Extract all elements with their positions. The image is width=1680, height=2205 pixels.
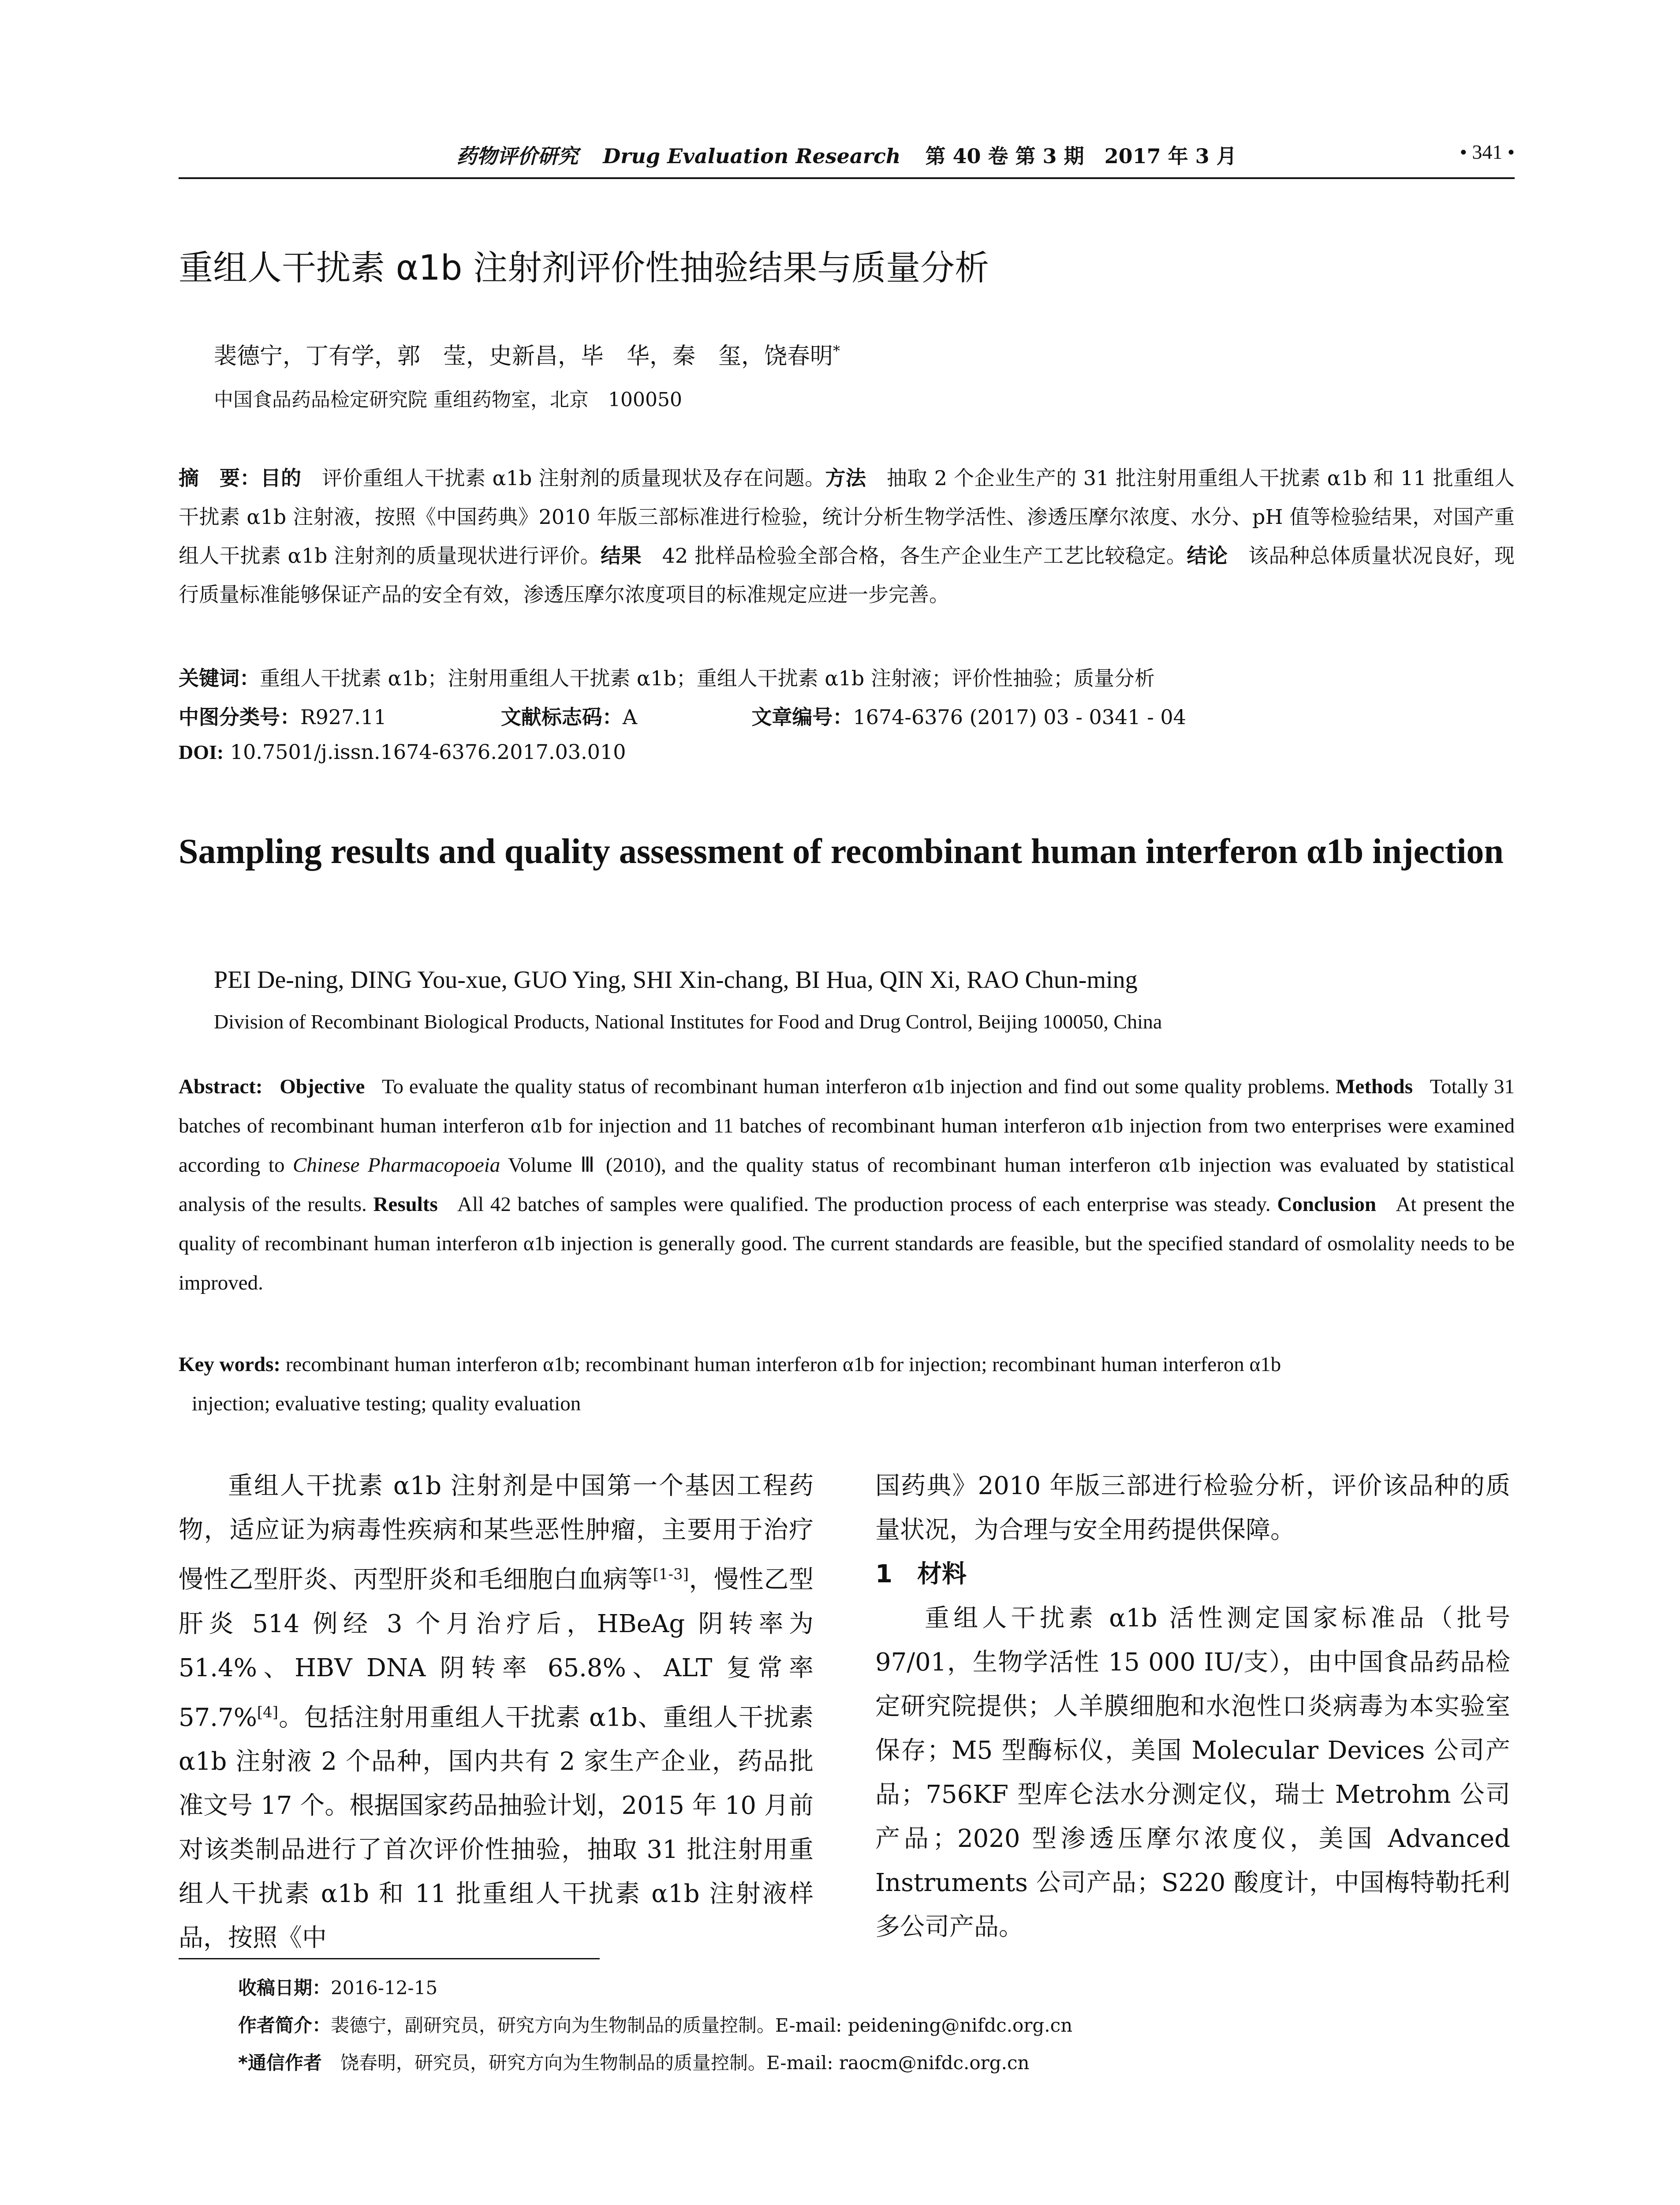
en-keywords-line1: [179, 1345, 1515, 1384]
citation-1-3: [1-3]: [653, 1566, 689, 1583]
body-column-right: [875, 1464, 1510, 1949]
author-bio-text: 裴德宁，副研究员，研究方向为生物制品的质量控制。E-mail: peidening@nifdc.org.cn: [331, 2014, 1073, 2036]
cn-abstract: [179, 459, 1515, 614]
en-methods-text-b: Volume Ⅲ (2010), and the quality status of recombinant human interferon α1b injection was evaluated by statistical analysis of the results.: [179, 1154, 1515, 1216]
cls-value: R927.11: [300, 705, 387, 729]
doi-line: [179, 740, 626, 764]
corresponding-label: *通信作者: [238, 2052, 322, 2074]
en-keywords-label: Key words:: [179, 1353, 281, 1376]
cn-keywords-text: 重组人干扰素 α1b；注射用重组人干扰素 α1b；重组人干扰素 α1b 注射液；评价性抽验；质量分析: [260, 666, 1155, 690]
en-methods-text-a: Totally 31 batches of recombinant human interferon α1b for injection and 11 batches of recombinant human interferon α1b injection from two enterprises were examined according to: [179, 1075, 1515, 1177]
cn-objective-label: 目的: [260, 466, 302, 490]
en-results-label: Results: [373, 1193, 438, 1216]
en-keywords-line2: injection; evaluative testing; quality evaluation: [192, 1392, 581, 1415]
cn-methods-text: 抽取 2 个企业生产的 31 批注射用重组人干扰素 α1b 和 11 批重组人干扰素 α1b 注射液，按照《中国药典》2010 年版三部标准进行检验，统计分析生物学活性、渗透压摩尔浓度、水分、pH 值等检验结果，对国产重组人干扰素 α1b 注射剂的质量现状进行评价。: [179, 466, 1515, 568]
en-conclusion-text: At present the quality of recombinant human interferon α1b injection is generally good. The current standards are feasible, but the specified standard of osmolality needs to be improved.: [179, 1193, 1515, 1294]
en-methods-book: Chinese Pharmacopoeia: [293, 1154, 500, 1177]
en-conclusion-label: Conclusion: [1277, 1193, 1377, 1216]
cn-affiliation: 中国食品药品检定研究院 重组药物室，北京 100050: [214, 389, 682, 411]
cn-title: 重组人干扰素 α1b 注射剂评价性抽验结果与质量分析: [179, 248, 989, 288]
intro-text-b: ，慢性乙型肝炎 514 例经 3 个月治疗后，HBeAg 阴转率为 51.4%、HBV DNA 阴转率 65.8%、ALT 复常率 57.7%: [179, 1565, 814, 1732]
intro-text-a: 重组人干扰素 α1b 注射剂是中国第一个基因工程药物，适应证为病毒性疾病和某些恶性肿瘤，主要用于治疗慢性乙型肝炎、丙型肝炎和毛细胞白血病等: [179, 1472, 814, 1594]
cn-methods-label: 方法: [825, 466, 866, 490]
classification-line: [179, 701, 1186, 730]
cn-results-text: 42 批样品检验全部合格，各生产企业生产工艺比较稳定。: [662, 544, 1187, 568]
footnote-rule: [179, 1958, 600, 1959]
article-label: 文章编号：: [751, 705, 853, 729]
running-header: [179, 140, 1515, 175]
intro-paragraph: [179, 1464, 814, 1960]
en-keywords-text-a: recombinant human interferon α1b; recombinant human interferon α1b for injection; recombinant human interferon α1b: [285, 1353, 1281, 1376]
cn-conclusion-text: 该品种总体质量状况良好，现行质量标准能够保证产品的安全有效，渗透压摩尔浓度项目的标准规定应进一步完善。: [179, 544, 1515, 606]
materials-paragraph: 重组人干扰素 α1b 活性测定国家标准品（批号 97/01，生物学活性 15 000 IU/支），由中国食品药品检定研究院提供；人羊膜细胞和水泡性口炎病毒为本实验室保存；M5 型酶标仪，美国 Molecular Devices 公司产品；756KF 型库仑法水分测定仪，瑞士 Metrohm 公司产品；2020 型渗透压摩尔浓度仪，美国 Advanced Instruments 公司产品；S220 酸度计，中国梅特勒托利多公司产品。: [875, 1604, 1510, 1941]
header-journal-line: [179, 140, 1515, 169]
corresponding-text: 饶春明，研究员，研究方向为生物制品的质量控制。E-mail: raocm@nifdc.org.cn: [340, 2052, 1030, 2074]
doccode-value: A: [622, 705, 638, 729]
page-number: • 341 •: [1460, 141, 1515, 163]
header-rule: [179, 177, 1515, 179]
cn-keywords-label: 关键词：: [179, 666, 260, 690]
en-affiliation: Division of Recombinant Biological Products, National Institutes for Food and Drug Control, Beijing 100050, China: [214, 1010, 1162, 1033]
cn-results-label: 结果: [601, 544, 642, 568]
doi-value: 10.7501/j.issn.1674-6376.2017.03.010: [230, 740, 626, 764]
footnote-corresponding: [238, 2048, 1030, 2075]
journal-name-en: Drug Evaluation Research: [603, 144, 901, 168]
article-value: 1674-6376 (2017) 03 - 0341 - 04: [853, 705, 1186, 729]
body-column-left: [179, 1464, 814, 1960]
footnote-author: [238, 2011, 1072, 2037]
cn-conclusion-label: 结论: [1187, 544, 1228, 568]
issue-info: 第 40 卷 第 3 期 2017 年 3 月: [925, 144, 1237, 168]
en-authors: PEI De-ning, DING You-xue, GUO Ying, SHI Xin-chang, BI Hua, QIN Xi, RAO Chun-ming: [214, 966, 1138, 994]
received-label: 收稿日期：: [238, 1977, 331, 1999]
en-title: Sampling results and quality assessment of recombinant human interferon α1b injection: [179, 832, 1504, 871]
author-bio-label: 作者简介：: [238, 2014, 331, 2036]
en-objective-text: To evaluate the quality status of recombinant human interferon α1b injection and find out some quality problems.: [382, 1075, 1330, 1098]
received-date: 2016-12-15: [331, 1977, 438, 1999]
cn-authors: [214, 337, 840, 370]
cn-keywords: [179, 662, 1155, 691]
cn-authors-names: 裴德宁，丁有学，郭 莹，史新昌，毕 华，秦 玺，饶春明: [214, 343, 833, 370]
intro-continuation: 国药典》2010 年版三部进行检验分析，评价该品种的质量状况，为合理与安全用药提供保障。: [875, 1472, 1510, 1544]
doi-label: DOI:: [179, 741, 224, 763]
en-abstract: [179, 1067, 1515, 1303]
en-abstract-label: Abstract:: [179, 1075, 263, 1098]
doccode-label: 文献标志码：: [500, 705, 623, 729]
en-keywords: [179, 1345, 1515, 1424]
corresponding-mark: *: [833, 342, 840, 359]
footnote-received: [238, 1973, 437, 2000]
intro-text-c: 。包括注射用重组人干扰素 α1b、重组人干扰素 α1b 注射液 2 个品种，国内共有 2 家生产企业，药品批准文号 17 个。根据国家药品抽验计划，2015 年 10 月前对该类制品进行了首次评价性抽验，抽取 31 批注射用重组人干扰素 α1b 和 11 批重组人干扰素 α1b 注射液样品，按照《中: [179, 1703, 814, 1953]
cn-abstract-label: 摘 要：: [179, 466, 261, 490]
en-results-text: All 42 batches of samples were qualified. The production process of each enterprise was steady.: [457, 1193, 1271, 1216]
section-heading-materials: 1 材料: [875, 1560, 967, 1588]
cn-objective-text: 评价重组人干扰素 α1b 注射剂的质量现状及存在问题。: [322, 466, 825, 490]
journal-logo-cn: 药物评价研究: [456, 144, 579, 168]
en-methods-label: Methods: [1336, 1075, 1413, 1098]
cls-label: 中图分类号：: [179, 705, 300, 729]
en-objective-label: Objective: [280, 1075, 365, 1098]
citation-4: [4]: [257, 1703, 279, 1721]
